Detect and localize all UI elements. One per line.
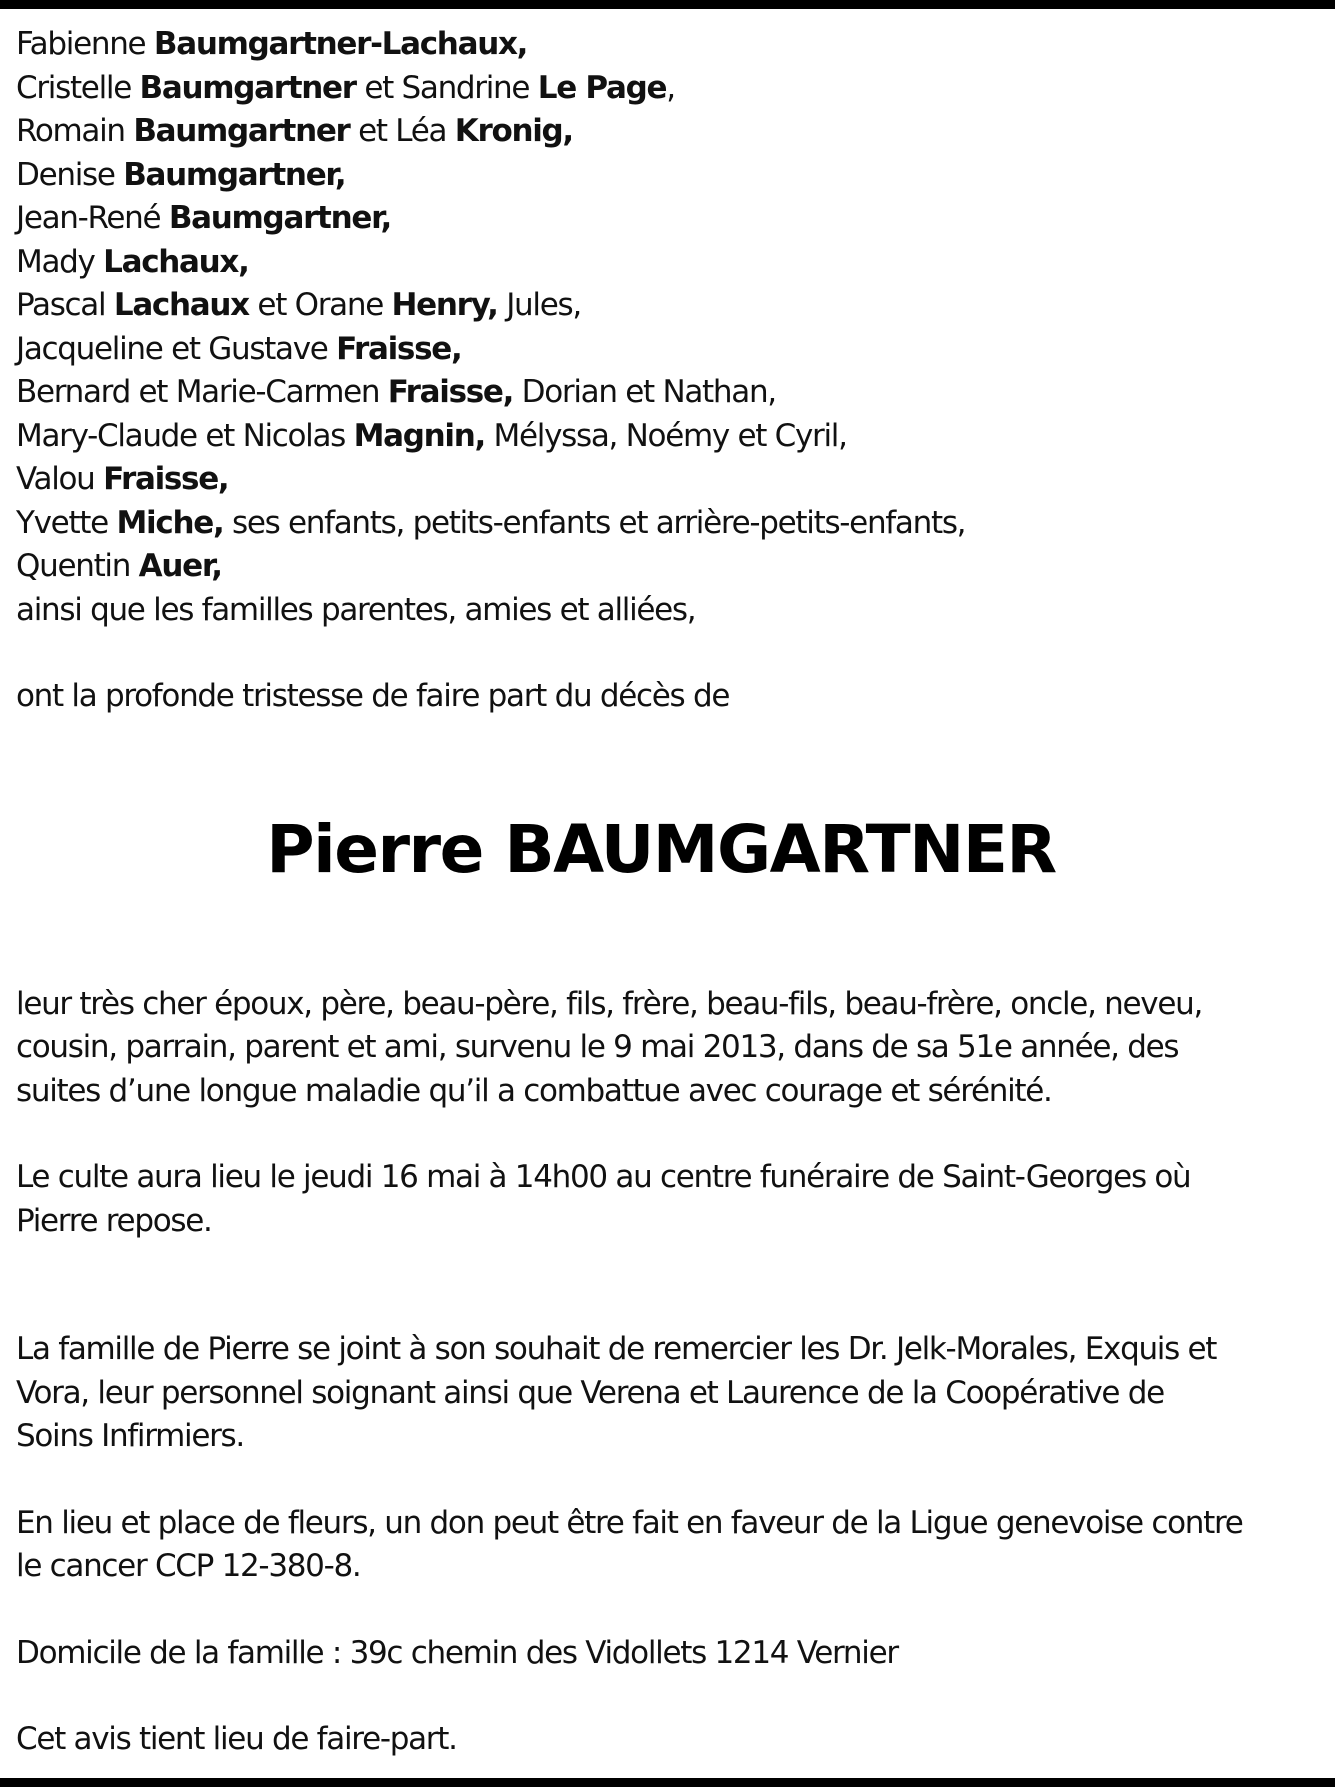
paragraph-line: Soins Infirmiers. [16, 1418, 244, 1454]
service-paragraph [16, 1156, 1326, 1243]
paragraph-line: suites d’une longue maladie qu’il a combattue avec courage et sérénité. [16, 1072, 1052, 1109]
family-address: Domicile de la famille : 39c chemin des Vidollets 1214 Vernier [16, 1634, 898, 1671]
paragraph-line: Vora, leur personnel soignant ainsi que Verena et Laurence de la Coopérative de [16, 1374, 1164, 1411]
family-line: Jacqueline et Gustave Fraisse, [16, 330, 462, 367]
closing-note: Cet avis tient lieu de faire-part. [16, 1721, 457, 1757]
family-line: Mary-Claude et Nicolas Magnin, Mélyssa, Noémy et Cyril, [16, 417, 847, 454]
obituary-notice [16, 23, 1326, 1762]
paragraph-line: La famille de Pierre se joint à son souhait de remercier les Dr. Jelk-Morales, Exquis et [16, 1331, 1217, 1367]
bottom-border-rule [0, 1778, 1335, 1787]
family-line: Fabienne Baumgartner-Lachaux, [16, 26, 528, 62]
paragraph-line: Le culte aura lieu le jeudi 16 mai à 14h00 au centre funéraire de Saint-Georges où [16, 1159, 1191, 1195]
paragraph-line: cousin, parrain, parent et ami, survenu le 9 mai 2013, dans de sa 51e année, des [16, 1029, 1179, 1065]
family-line: Cristelle Baumgartner et Sandrine Le Page, [16, 69, 675, 106]
family-line: Bernard et Marie-Carmen Fraisse, Dorian et Nathan, [16, 374, 776, 410]
family-list [16, 23, 1326, 632]
donation-paragraph [16, 1502, 1326, 1589]
family-line: Romain Baumgartner et Léa Kronig, [16, 113, 573, 149]
paragraph-line: Pierre repose. [16, 1202, 212, 1239]
family-line: Yvette Miche, ses enfants, petits-enfants et arrière-petits-enfants, [16, 504, 966, 541]
deceased-name: Pierre BAUMGARTNER [266, 810, 1056, 888]
family-line: Pascal Lachaux et Orane Henry, Jules, [16, 287, 581, 323]
announcement-text: ont la profonde tristesse de faire part du décès de [16, 678, 730, 714]
tribute-paragraph [16, 983, 1326, 1114]
top-border-rule [0, 0, 1335, 9]
family-line: Valou Fraisse, [16, 461, 229, 497]
paragraph-line: En lieu et place de fleurs, un don peut être fait en faveur de la Ligue genevoise contre [16, 1504, 1243, 1541]
family-line: Mady Lachaux, [16, 243, 249, 280]
thanks-paragraph [16, 1328, 1326, 1459]
family-line: Denise Baumgartner, [16, 156, 346, 193]
paragraph-line: le cancer CCP 12-380-8. [16, 1548, 361, 1584]
paragraph-line: leur très cher époux, père, beau-père, fils, frère, beau-fils, beau-frère, oncle, neveu, [16, 985, 1203, 1022]
family-line: ainsi que les familles parentes, amies et alliées, [16, 591, 696, 628]
family-line: Quentin Auer, [16, 548, 222, 584]
family-line: Jean-René Baumgartner, [16, 200, 391, 236]
